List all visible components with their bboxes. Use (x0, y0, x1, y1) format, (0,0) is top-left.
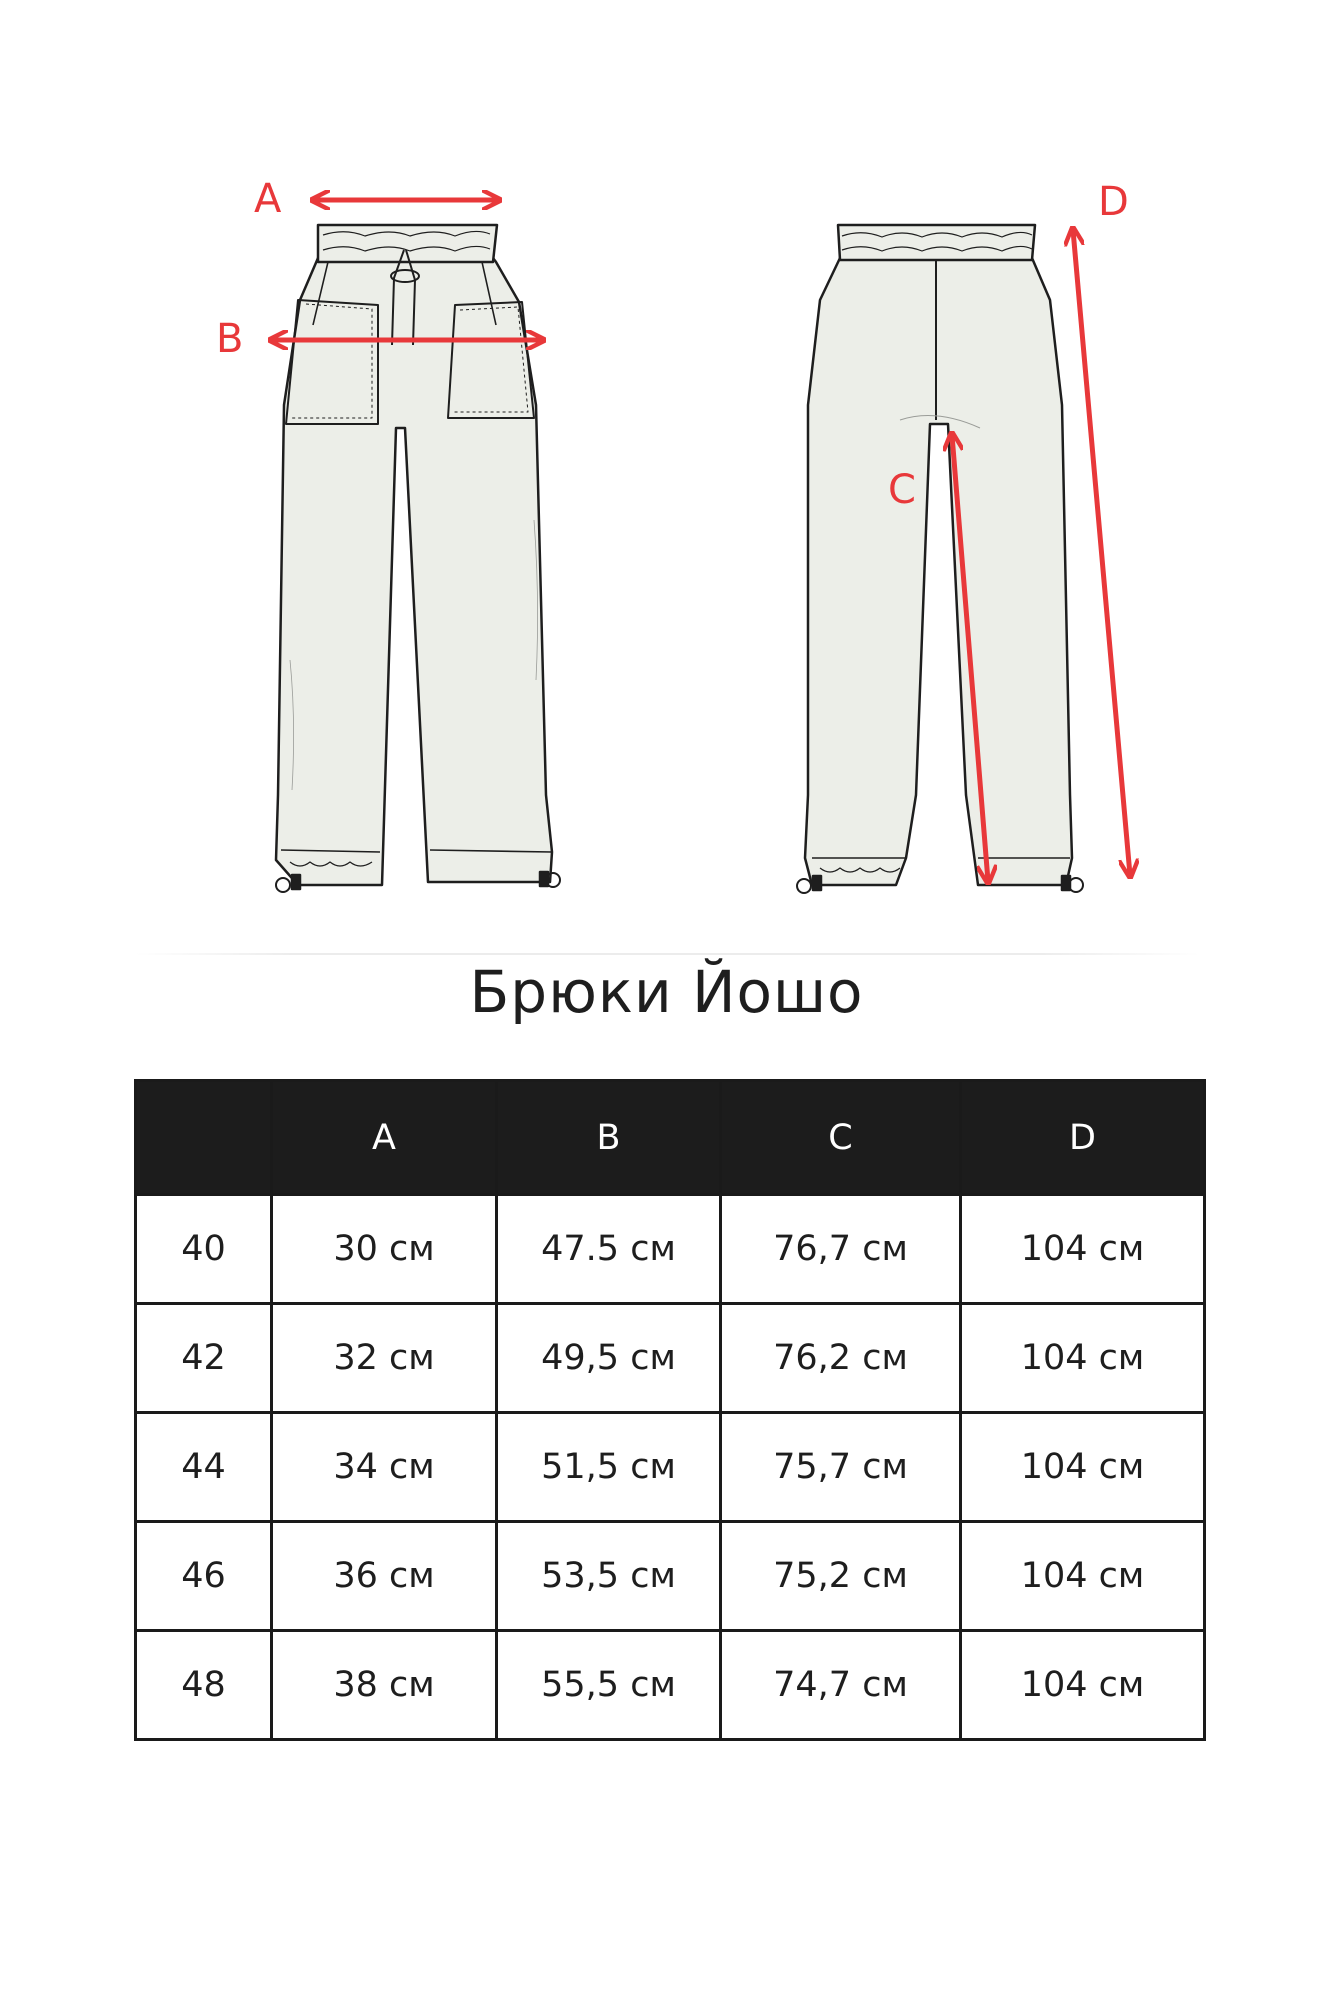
cell-c: 74,7 см (721, 1631, 961, 1740)
cell-d: 104 см (961, 1522, 1205, 1631)
header-d: D (961, 1081, 1205, 1195)
cell-size: 48 (136, 1631, 272, 1740)
back-waistband (838, 225, 1035, 260)
front-pants-body (276, 258, 552, 885)
cell-a: 34 см (272, 1413, 497, 1522)
cell-c: 76,7 см (721, 1195, 961, 1304)
section-divider (135, 953, 1200, 955)
front-view-pants (276, 225, 560, 892)
cell-c: 76,2 см (721, 1304, 961, 1413)
cell-c: 75,7 см (721, 1413, 961, 1522)
header-size (136, 1081, 272, 1195)
cell-a: 38 см (272, 1631, 497, 1740)
cell-b: 53,5 см (497, 1522, 721, 1631)
cell-size: 40 (136, 1195, 272, 1304)
label-b: B (216, 316, 244, 362)
product-title: Брюки Йошо (469, 958, 864, 1026)
arrow-d (1073, 230, 1130, 875)
cell-a: 32 см (272, 1304, 497, 1413)
pants-measurement-illustration (0, 0, 1333, 960)
cell-b: 51,5 см (497, 1413, 721, 1522)
cell-size: 42 (136, 1304, 272, 1413)
header-c: C (721, 1081, 961, 1195)
table-row (136, 1413, 1205, 1522)
table-row (136, 1522, 1205, 1631)
cell-size: 46 (136, 1522, 272, 1631)
cell-d: 104 см (961, 1304, 1205, 1413)
table-row (136, 1304, 1205, 1413)
cell-d: 104 см (961, 1413, 1205, 1522)
cell-d: 104 см (961, 1631, 1205, 1740)
cell-d: 104 см (961, 1195, 1205, 1304)
cell-a: 36 см (272, 1522, 497, 1631)
back-pants-body (805, 258, 1072, 885)
cell-size: 44 (136, 1413, 272, 1522)
size-chart-table (134, 1079, 1206, 1741)
label-a: A (254, 176, 282, 222)
cell-c: 75,2 см (721, 1522, 961, 1631)
cell-b: 47.5 см (497, 1195, 721, 1304)
header-a: A (272, 1081, 497, 1195)
back-view-pants (797, 225, 1083, 893)
header-b: B (497, 1081, 721, 1195)
cell-a: 30 см (272, 1195, 497, 1304)
table-row (136, 1195, 1205, 1304)
table-row (136, 1631, 1205, 1740)
label-c: C (888, 467, 916, 513)
cell-b: 55,5 см (497, 1631, 721, 1740)
label-d: D (1098, 179, 1129, 225)
cell-b: 49,5 см (497, 1304, 721, 1413)
table-header-row (136, 1081, 1205, 1195)
